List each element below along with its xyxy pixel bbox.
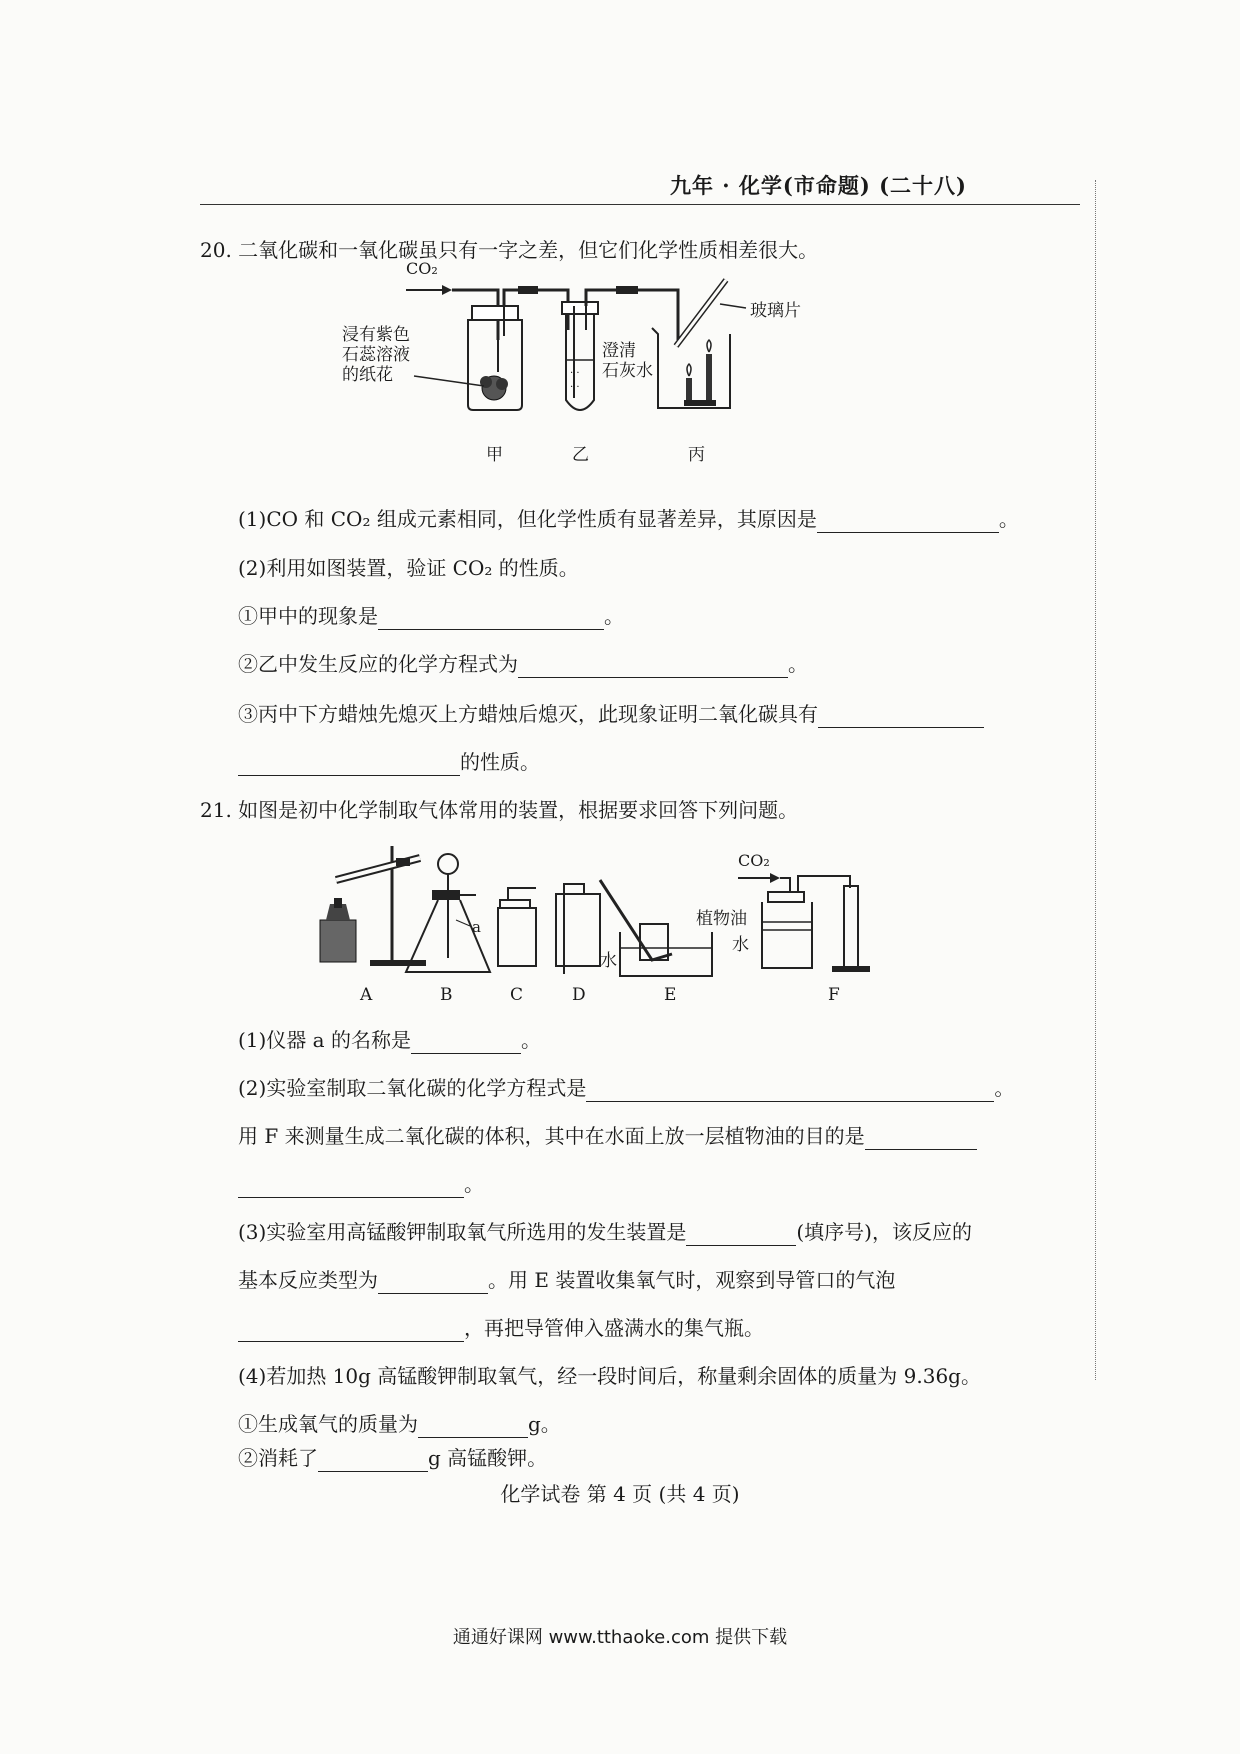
q21-part2b-blank-2[interactable] bbox=[238, 1175, 464, 1198]
q20-part2a-end: 。 bbox=[604, 604, 624, 628]
exam-header-title: 九年 · 化学(市命题) (二十八) bbox=[670, 173, 967, 198]
q20-part2a bbox=[238, 602, 624, 630]
q20-part2c-blank-1[interactable] bbox=[818, 705, 984, 728]
q21-part4: (4)若加热 10g 高锰酸钾制取氧气，经一段时间后，称量剩余固体的质量为 9.36g。 bbox=[238, 1364, 981, 1388]
q20-part2b bbox=[238, 650, 808, 678]
q20-limewater-label-1: 澄清 bbox=[602, 341, 636, 361]
q21-part2-blank[interactable] bbox=[586, 1079, 994, 1102]
q20-co2-arrowhead bbox=[442, 285, 452, 295]
q20-stem: 20. 二氧化碳和一氧化碳虽只有一字之差，但它们化学性质相差很大。 bbox=[200, 238, 819, 262]
q21-part4b-blank[interactable] bbox=[318, 1449, 428, 1472]
q21-part4a-blank[interactable] bbox=[418, 1415, 528, 1438]
q21-part4b-end: g 高锰酸钾。 bbox=[428, 1446, 548, 1470]
q21-part3c bbox=[238, 1314, 764, 1342]
svg-text:· ·: · · bbox=[570, 382, 580, 393]
q20-apparatus-figure bbox=[342, 259, 950, 480]
page-edge-dots bbox=[1095, 180, 1096, 1380]
page-footer: 化学试卷 第 4 页 (共 4 页) bbox=[500, 1482, 740, 1506]
q20-limewater-label-2: 石灰水 bbox=[602, 361, 653, 381]
download-credit: 通通好课网 www.tthaoke.com 提供下载 bbox=[452, 1627, 788, 1648]
q21-part4a-text: ①生成氧气的质量为 bbox=[238, 1412, 418, 1436]
q20-flower-label-2: 石蕊溶液 bbox=[342, 345, 410, 365]
q21-part3b-text: 基本反应类型为 bbox=[238, 1268, 378, 1292]
q21-stem: 21. 如图是初中化学制取气体常用的装置，根据要求回答下列问题。 bbox=[200, 798, 799, 822]
q21-part3-text: (3)实验室用高锰酸钾制取氧气所选用的发生装置是 bbox=[238, 1220, 687, 1244]
q20-bottle-jia bbox=[468, 306, 522, 410]
q21-part3-mid: (填序号)，该反应的 bbox=[796, 1220, 972, 1244]
q21-caption-b: B bbox=[440, 985, 453, 1005]
q21-part2 bbox=[238, 1074, 1014, 1102]
q20-part2c-end: 的性质。 bbox=[460, 750, 540, 774]
q21-part2b-end: 。 bbox=[464, 1172, 484, 1196]
q21-part3b bbox=[238, 1266, 895, 1294]
q21-caption-e: E bbox=[664, 985, 677, 1005]
q20-part2c-blank-2[interactable] bbox=[238, 753, 460, 776]
q21-part3 bbox=[238, 1218, 972, 1246]
q21-apparatus-figure bbox=[300, 840, 1000, 1010]
q21-oil-label: 植物油 bbox=[696, 909, 747, 929]
q21-apparatus-a bbox=[320, 846, 426, 966]
q21-part2b-blank-1[interactable] bbox=[865, 1127, 977, 1150]
q21-part4b bbox=[238, 1444, 547, 1472]
q21-part3-blank-3[interactable] bbox=[238, 1319, 464, 1342]
q20-part1-blank[interactable] bbox=[817, 510, 999, 533]
q21-part1-blank[interactable] bbox=[411, 1031, 521, 1054]
q21-part4b-text: ②消耗了 bbox=[238, 1446, 318, 1470]
q20-part2b-text: ②乙中发生反应的化学方程式为 bbox=[238, 652, 518, 676]
q20-part2c-cont bbox=[238, 748, 540, 776]
q20-part1 bbox=[238, 505, 1019, 533]
q21-part3-blank-2[interactable] bbox=[378, 1271, 488, 1294]
q21-part2b bbox=[238, 1122, 977, 1150]
q21-caption-f: F bbox=[828, 985, 840, 1005]
q20-caption-bing: 丙 bbox=[688, 445, 705, 465]
q20-co2-label: CO₂ bbox=[406, 259, 438, 278]
q21-water-label-e: 水 bbox=[600, 951, 617, 971]
q21-part2-end: 。 bbox=[994, 1076, 1015, 1100]
q20-part2b-blank[interactable] bbox=[518, 655, 788, 678]
q21-apparatus-d bbox=[556, 884, 600, 974]
q20-part1-text: (1)CO 和 CO₂ 组成元素相同，但化学性质有显著差异，其原因是 bbox=[238, 507, 817, 531]
q20-caption-yi: 乙 bbox=[572, 445, 589, 465]
q21-part3b-mid: 。用 E 装置收集氧气时，观察到导管口的气泡 bbox=[488, 1268, 896, 1292]
q21-part4a bbox=[238, 1410, 561, 1438]
q21-apparatus-c bbox=[498, 888, 536, 966]
q20-connector-tube-2 bbox=[586, 290, 678, 340]
q21-caption-c: C bbox=[510, 985, 524, 1005]
q20-part2: (2)利用如图装置，验证 CO₂ 的性质。 bbox=[238, 556, 579, 580]
q21-co2-label: CO₂ bbox=[738, 851, 770, 870]
q21-part1 bbox=[238, 1026, 541, 1054]
q20-part2a-text: ①甲中的现象是 bbox=[238, 604, 378, 628]
q21-caption-a: A bbox=[360, 985, 373, 1005]
q21-part1-end: 。 bbox=[520, 1028, 541, 1052]
q21-part3-blank-1[interactable] bbox=[686, 1223, 796, 1246]
q20-glass-label: 玻璃片 bbox=[750, 301, 801, 321]
q21-part2b-text: 用 F 来测量生成二氧化碳的体积，其中在水面上放一层植物油的目的是 bbox=[238, 1124, 865, 1148]
q21-water-label-f: 水 bbox=[732, 935, 749, 955]
q20-part1-end: 。 bbox=[998, 507, 1019, 531]
q21-part1-text: (1)仪器 a 的名称是 bbox=[238, 1028, 411, 1052]
q21-part2b-cont bbox=[238, 1170, 484, 1198]
q21-part2-text: (2)实验室制取二氧化碳的化学方程式是 bbox=[238, 1076, 587, 1100]
q20-part2c-text: ③丙中下方蜡烛先熄灭上方蜡烛后熄灭，此现象证明二氧化碳具有 bbox=[238, 702, 818, 726]
svg-text:· ·: · · bbox=[570, 368, 580, 379]
q20-beaker-bing bbox=[652, 280, 730, 408]
q20-part2b-end: 。 bbox=[788, 652, 808, 676]
q20-caption-jia: 甲 bbox=[486, 445, 503, 465]
q20-part2c bbox=[238, 700, 984, 728]
q20-flower-label-1: 浸有紫色 bbox=[342, 325, 410, 345]
q20-part2a-blank[interactable] bbox=[378, 607, 604, 630]
q21-apparatus-b bbox=[406, 854, 490, 972]
q21-part4a-end: g。 bbox=[528, 1412, 561, 1436]
q21-apparatus-f bbox=[762, 876, 870, 972]
q21-caption-d: D bbox=[572, 985, 586, 1005]
q21-a-label: a bbox=[472, 918, 481, 936]
header-divider bbox=[200, 204, 1080, 205]
q20-flower-label-3: 的纸花 bbox=[342, 365, 393, 385]
q21-part3c-end: ，再把导管伸入盛满水的集气瓶。 bbox=[464, 1316, 764, 1340]
